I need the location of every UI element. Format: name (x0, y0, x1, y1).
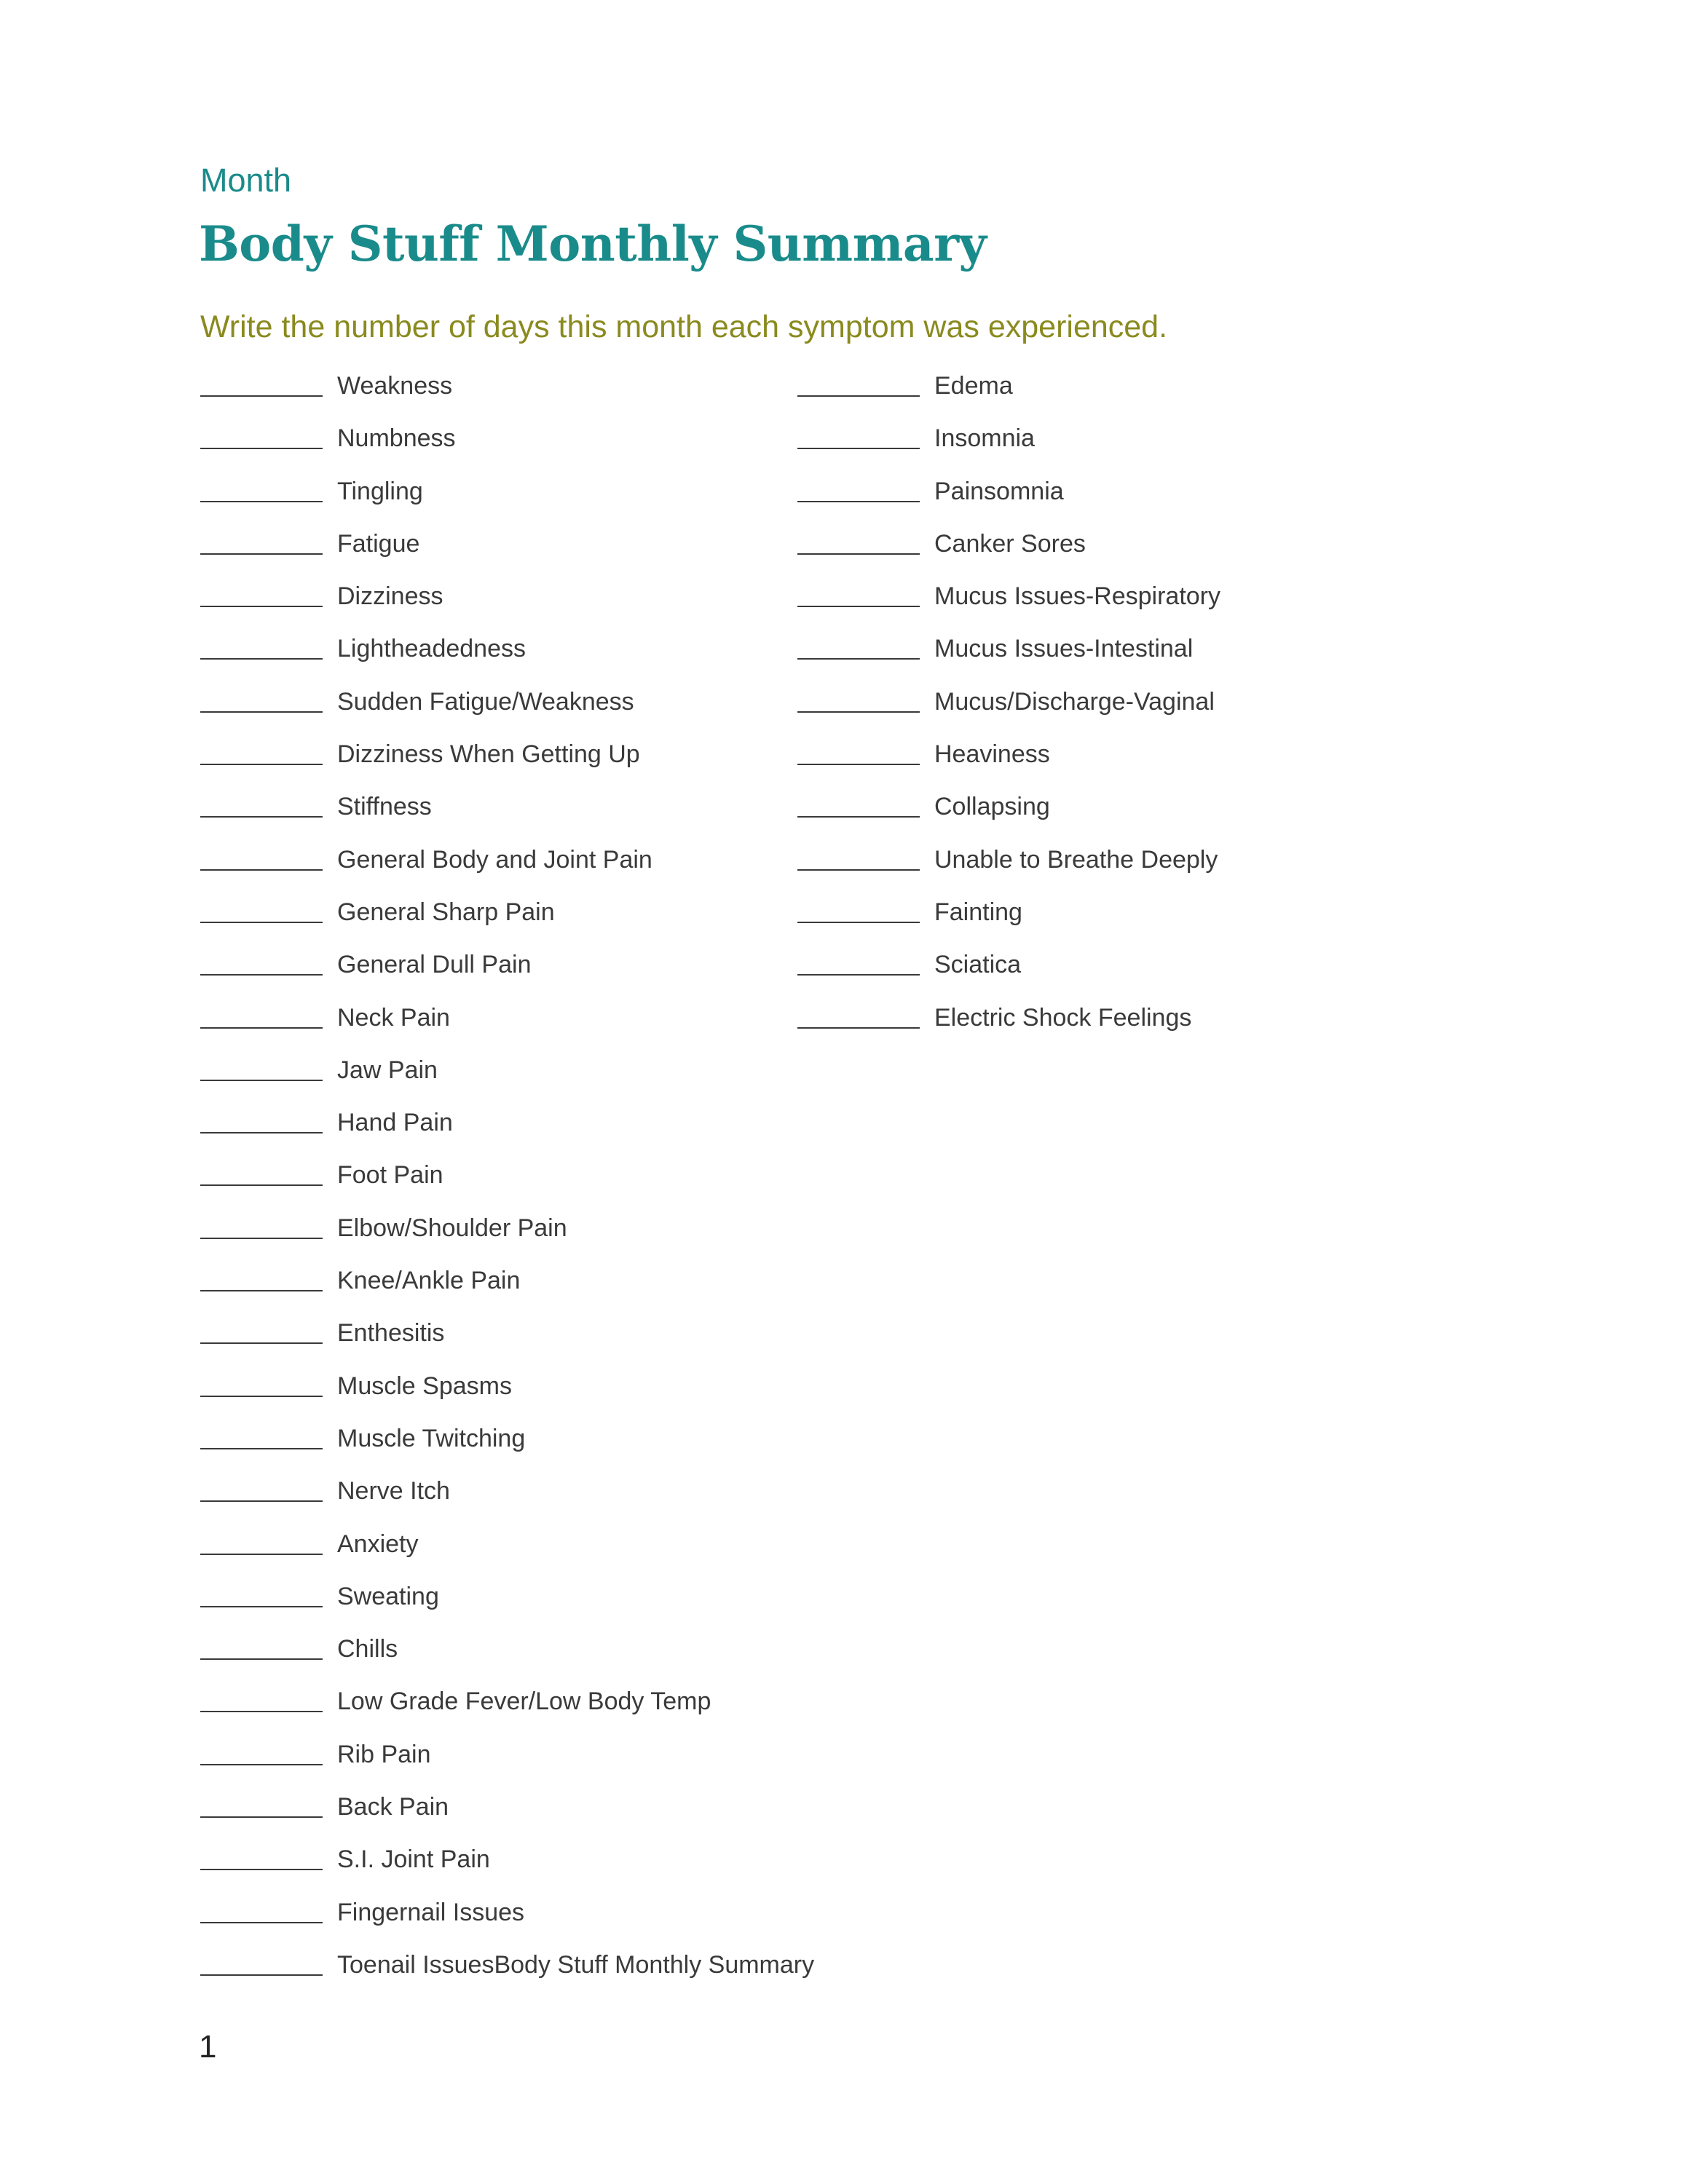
day-count-blank[interactable] (200, 1368, 323, 1397)
symptom-label: Weakness (337, 372, 453, 400)
symptom-label: S.I. Joint Pain (337, 1845, 490, 1874)
symptom-row (200, 1262, 814, 1315)
symptom-row (200, 736, 814, 788)
day-count-blank[interactable] (797, 420, 920, 449)
day-count-blank[interactable] (200, 1841, 323, 1870)
day-count-blank[interactable] (200, 1052, 323, 1081)
day-count-blank[interactable] (200, 1947, 323, 1976)
day-count-blank[interactable] (200, 1210, 323, 1239)
symptom-label: Low Grade Fever/Low Body Temp (337, 1688, 711, 1716)
day-count-blank[interactable] (200, 1894, 323, 1923)
symptom-label: Foot Pain (337, 1161, 443, 1190)
symptom-row (200, 946, 814, 999)
day-count-blank[interactable] (797, 526, 920, 555)
day-count-blank[interactable] (200, 368, 323, 397)
symptom-label: Numbness (337, 424, 456, 453)
day-count-blank[interactable] (200, 1631, 323, 1660)
symptom-label: Hand Pain (337, 1109, 453, 1137)
symptom-label: Mucus Issues-Intestinal (934, 635, 1194, 663)
day-count-blank[interactable] (200, 788, 323, 818)
symptom-list-right (797, 368, 1220, 1052)
day-count-blank[interactable] (797, 788, 920, 818)
symptom-row (200, 1578, 814, 1631)
symptom-row (797, 473, 1220, 526)
symptom-label: Muscle Twitching (337, 1424, 526, 1452)
symptom-row (200, 1157, 814, 1209)
symptom-row (200, 894, 814, 946)
day-count-blank[interactable] (200, 1473, 323, 1502)
symptom-row (200, 1315, 814, 1367)
day-count-blank[interactable] (200, 526, 323, 555)
symptom-row (797, 788, 1220, 841)
symptom-row (200, 1947, 814, 1999)
symptom-label: Back Pain (337, 1793, 449, 1821)
symptom-row (200, 526, 814, 578)
symptom-row (797, 630, 1220, 683)
symptom-row (200, 1841, 814, 1894)
symptom-label: Edema (934, 372, 1013, 400)
symptom-label: Muscle Spasms (337, 1372, 512, 1400)
symptom-row (200, 1420, 814, 1473)
day-count-blank[interactable] (797, 368, 920, 397)
symptom-row (200, 788, 814, 841)
symptom-row (797, 368, 1220, 420)
symptom-row (200, 630, 814, 683)
day-count-blank[interactable] (200, 736, 323, 765)
day-count-blank[interactable] (200, 1526, 323, 1555)
symptom-row (200, 1526, 814, 1578)
symptom-row (200, 420, 814, 472)
symptom-row (797, 946, 1220, 999)
day-count-blank[interactable] (200, 946, 323, 976)
symptom-row (200, 1368, 814, 1420)
symptom-label: Enthesitis (337, 1319, 445, 1348)
symptom-row (200, 1104, 814, 1157)
document-title: Body Stuff Monthly Summary (199, 215, 987, 272)
symptom-row (797, 1000, 1220, 1052)
symptom-label: Stiffness (337, 793, 432, 821)
day-count-blank[interactable] (797, 946, 920, 976)
day-count-blank[interactable] (200, 630, 323, 660)
symptom-label: Fainting (934, 898, 1022, 926)
symptom-list-left (200, 368, 814, 1999)
day-count-blank[interactable] (200, 842, 323, 871)
symptom-label: Tingling (337, 477, 423, 505)
day-count-blank[interactable] (200, 1157, 323, 1186)
symptom-label: Mucus Issues-Respiratory (934, 582, 1221, 611)
day-count-blank[interactable] (200, 1000, 323, 1029)
symptom-label: Knee/Ankle Pain (337, 1267, 521, 1295)
day-count-blank[interactable] (797, 1000, 920, 1029)
symptom-row (797, 736, 1220, 788)
symptom-label: Sweating (337, 1582, 439, 1610)
day-count-blank[interactable] (200, 684, 323, 713)
symptom-row (200, 1473, 814, 1525)
day-count-blank[interactable] (200, 578, 323, 607)
day-count-blank[interactable] (200, 894, 323, 923)
day-count-blank[interactable] (200, 1683, 323, 1712)
month-label: Month (200, 162, 292, 199)
symptom-row (200, 842, 814, 894)
symptom-label: Insomnia (934, 424, 1035, 453)
day-count-blank[interactable] (200, 1736, 323, 1765)
page-number: 1 (199, 2029, 217, 2065)
symptom-row (200, 1683, 814, 1736)
symptom-label: Anxiety (337, 1530, 419, 1558)
symptom-label: Canker Sores (934, 529, 1086, 558)
day-count-blank[interactable] (797, 578, 920, 607)
day-count-blank[interactable] (200, 1578, 323, 1607)
symptom-label: General Sharp Pain (337, 898, 555, 926)
symptom-label: Sudden Fatigue/Weakness (337, 687, 634, 716)
symptom-row (200, 368, 814, 420)
symptom-label: Nerve Itch (337, 1477, 450, 1506)
day-count-blank[interactable] (200, 1420, 323, 1449)
symptom-row (797, 894, 1220, 946)
symptom-row (200, 1000, 814, 1052)
symptom-row (200, 578, 814, 630)
symptom-label: Collapsing (934, 793, 1050, 821)
day-count-blank[interactable] (797, 842, 920, 871)
symptom-row (797, 420, 1220, 472)
day-count-blank[interactable] (200, 1315, 323, 1344)
symptom-row (200, 473, 814, 526)
symptom-label: Elbow/Shoulder Pain (337, 1214, 567, 1242)
day-count-blank[interactable] (797, 630, 920, 660)
symptom-row (797, 684, 1220, 736)
day-count-blank[interactable] (797, 736, 920, 765)
symptom-label: Neck Pain (337, 1003, 450, 1032)
symptom-label: Sciatica (934, 951, 1022, 979)
symptom-label: Mucus/Discharge-Vaginal (934, 687, 1215, 716)
symptom-row (200, 1210, 814, 1262)
day-count-blank[interactable] (797, 894, 920, 923)
symptom-row (200, 684, 814, 736)
symptom-label: Fatigue (337, 529, 420, 558)
symptom-label: Lightheadedness (337, 635, 526, 663)
symptom-row (200, 1894, 814, 1947)
symptom-label: Heaviness (934, 740, 1050, 769)
day-count-blank[interactable] (797, 473, 920, 502)
symptom-label: General Dull Pain (337, 951, 532, 979)
symptom-label: Dizziness When Getting Up (337, 740, 640, 769)
symptom-label: Electric Shock Feelings (934, 1003, 1192, 1032)
symptom-label: Toenail IssuesBody Stuff Monthly Summary (337, 1950, 815, 1979)
symptom-label: General Body and Joint Pain (337, 845, 652, 874)
day-count-blank[interactable] (200, 1104, 323, 1133)
day-count-blank[interactable] (200, 473, 323, 502)
day-count-blank[interactable] (200, 1789, 323, 1818)
symptom-row (200, 1736, 814, 1789)
symptom-row (797, 842, 1220, 894)
symptom-label: Rib Pain (337, 1740, 431, 1768)
day-count-blank[interactable] (200, 420, 323, 449)
symptom-row (200, 1631, 814, 1683)
symptom-label: Dizziness (337, 582, 443, 611)
symptom-label: Chills (337, 1635, 398, 1663)
symptom-row (797, 578, 1220, 630)
symptom-row (200, 1789, 814, 1841)
symptom-label: Unable to Breathe Deeply (934, 845, 1218, 874)
symptom-row (797, 526, 1220, 578)
symptom-label: Fingernail Issues (337, 1898, 525, 1926)
symptom-row (200, 1052, 814, 1104)
day-count-blank[interactable] (797, 684, 920, 713)
symptom-label: Jaw Pain (337, 1056, 438, 1084)
day-count-blank[interactable] (200, 1262, 323, 1291)
symptom-label: Painsomnia (934, 477, 1064, 505)
instructions-text: Write the number of days this month each symptom was experienced. (200, 309, 1168, 344)
